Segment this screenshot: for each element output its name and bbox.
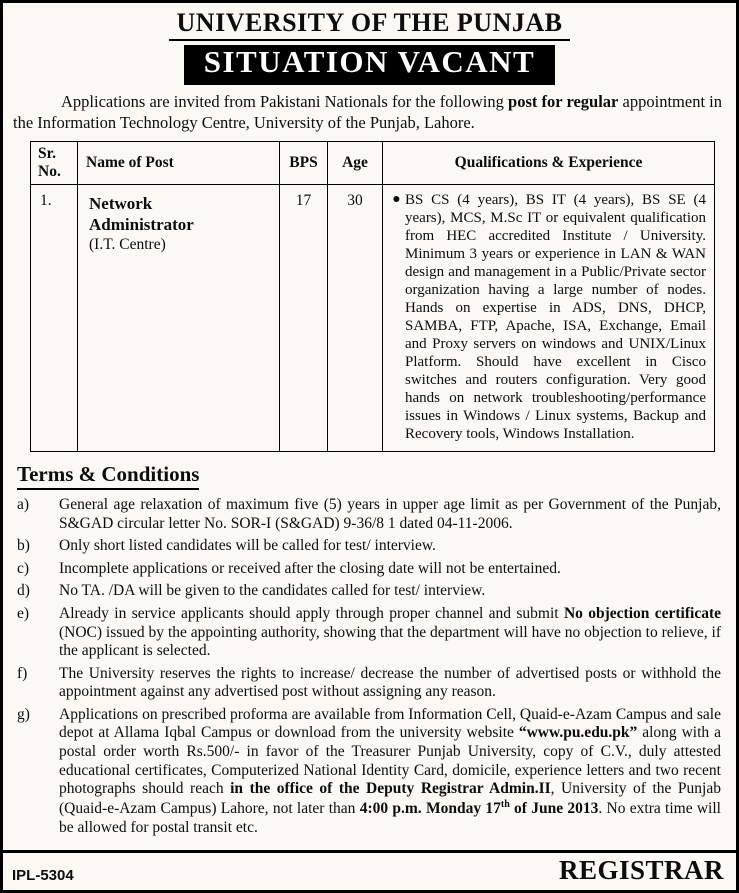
cell-post-name bbox=[78, 184, 280, 451]
term-label: g) bbox=[17, 705, 30, 723]
posts-table bbox=[30, 141, 715, 452]
table-row bbox=[31, 184, 715, 451]
text-segment: “www.pu.edu.pk” bbox=[518, 724, 638, 742]
term-text bbox=[59, 605, 736, 661]
term-item-g bbox=[3, 706, 736, 837]
footer-ipl-code: IPL-5304 bbox=[12, 867, 74, 884]
terms-heading: Terms & Conditions bbox=[17, 462, 199, 490]
footer-registrar: REGISTRAR bbox=[558, 855, 724, 885]
text-segment: in the office of the Deputy Registrar Admin.II bbox=[230, 780, 551, 798]
text-segment: of June 2013 bbox=[509, 800, 599, 817]
header-name-of-post: Name of Post bbox=[78, 141, 280, 184]
text-segment: , University of the Punjab (Quaid-e-Azam Campus) Lahore, not later than bbox=[59, 780, 721, 817]
term-label: e) bbox=[17, 604, 30, 622]
text-segment: No objection certificate bbox=[563, 604, 721, 622]
cell-bps: 17 bbox=[280, 184, 328, 451]
term-item-e bbox=[3, 605, 736, 661]
page-title: UNIVERSITY OF THE PUNJAB bbox=[169, 8, 571, 41]
bullet-icon: ● bbox=[392, 191, 401, 207]
post-subtitle: (I.T. Centre) bbox=[89, 236, 166, 254]
header-bps: BPS bbox=[280, 141, 328, 184]
term-item-f bbox=[3, 665, 736, 702]
qualifications-text: BS CS (4 years), BS IT (4 years), BS SE (4 years), MCS, M.Sc IT or equivalent qualification from HEC accredited Institute / University. Minimum 3 years or experience in LAN & WAN design and management in a Public/Private sector organization having a large number of nodes. Hands on expertise in ADS, DNS, DHCP, SAMBA, FTP, Apache, ISA, Exchange, Email and Proxy servers on windows and UNIX/Linux Platform. Should have excellent in Cisco switches and routers configuration. Very good hands on network troubleshooting/performance issues in Windows / Linux systems, Backup and Recovery tools, Windows Installation. bbox=[405, 191, 706, 442]
cell-age: 30 bbox=[328, 184, 383, 451]
term-label: b) bbox=[17, 537, 30, 555]
term-text bbox=[59, 706, 736, 837]
term-item-d bbox=[3, 582, 736, 601]
text-segment: Applications on prescribed proforma are available from Information Cell, Quaid-e-Azam Campus and sale depot at Allama Iqbal Campus or download from the university website bbox=[59, 705, 721, 742]
text-segment: No TA. /DA will be given to the candidates called for test/ interview. bbox=[59, 582, 486, 600]
header-qualifications: Qualifications & Experience bbox=[383, 141, 715, 184]
term-label: f) bbox=[17, 664, 28, 682]
qualification-item bbox=[388, 191, 708, 443]
text-segment: post for regular bbox=[508, 91, 619, 111]
term-text bbox=[59, 496, 736, 533]
term-label: d) bbox=[17, 582, 30, 600]
text-segment: appointment in the Information Technology Centre, University of the Punjab, Lahore. bbox=[13, 91, 723, 132]
term-item-c bbox=[3, 560, 736, 579]
text-segment: The University reserves the rights to increase/ decrease the number of advertised posts or withhold the appointment against any advertised post without assigning any reason. bbox=[59, 664, 721, 701]
cell-sr-no: 1. bbox=[31, 184, 78, 451]
text-segment: Only short listed candidates will be called for test/ interview. bbox=[59, 537, 436, 555]
intro-paragraph bbox=[13, 91, 722, 133]
text-segment: (NOC) issued by the appointing authority, showing that the department will have no objection to relieve, if the applicant is selected. bbox=[59, 623, 721, 660]
header-age: Age bbox=[328, 141, 383, 184]
text-segment: th bbox=[500, 798, 510, 810]
text-segment: 4:00 p.m. Monday 17 bbox=[359, 800, 501, 817]
term-label: a) bbox=[17, 495, 30, 513]
banner-wrap bbox=[3, 45, 736, 85]
header-sr-no: Sr. No. bbox=[31, 141, 78, 184]
term-text bbox=[59, 665, 736, 702]
term-text bbox=[59, 560, 736, 579]
term-item-b bbox=[3, 537, 736, 556]
footer bbox=[3, 850, 736, 890]
text-segment: along with a postal order worth Rs.500/- in favor of the Treasurer Punjab University, copy of C.V., duly attested educational certificates, Computerized National Identity Card, domicile, experience letters and two recent photographs should reach bbox=[59, 724, 721, 798]
term-item-a bbox=[3, 496, 736, 533]
situation-vacant-banner: SITUATION VACANT bbox=[184, 45, 556, 85]
term-text bbox=[59, 537, 736, 556]
term-text bbox=[59, 582, 736, 601]
term-label: c) bbox=[17, 559, 30, 577]
text-segment: Incomplete applications or received after the closing date will not be entertained. bbox=[59, 559, 561, 577]
terms-list bbox=[3, 496, 736, 841]
text-segment: Already in service applicants should apply through proper channel and submit bbox=[59, 604, 564, 622]
text-segment: Applications are invited from Pakistani Nationals for the following bbox=[61, 91, 509, 111]
post-name: Network Administrator bbox=[89, 193, 194, 235]
table-header-row bbox=[31, 141, 715, 184]
title-wrap bbox=[3, 8, 736, 41]
cell-qualifications bbox=[383, 184, 715, 451]
text-segment: . No extra time will be allowed for postal transit etc. bbox=[59, 800, 721, 836]
terms-heading-wrap bbox=[17, 462, 736, 490]
text-segment: General age relaxation of maximum five (5) years in upper age limit as per Government of the Punjab, S&GAD circular letter No. SOR-I (S&GAD) 9-36/8 1 dated 04-11-2006. bbox=[59, 495, 721, 532]
